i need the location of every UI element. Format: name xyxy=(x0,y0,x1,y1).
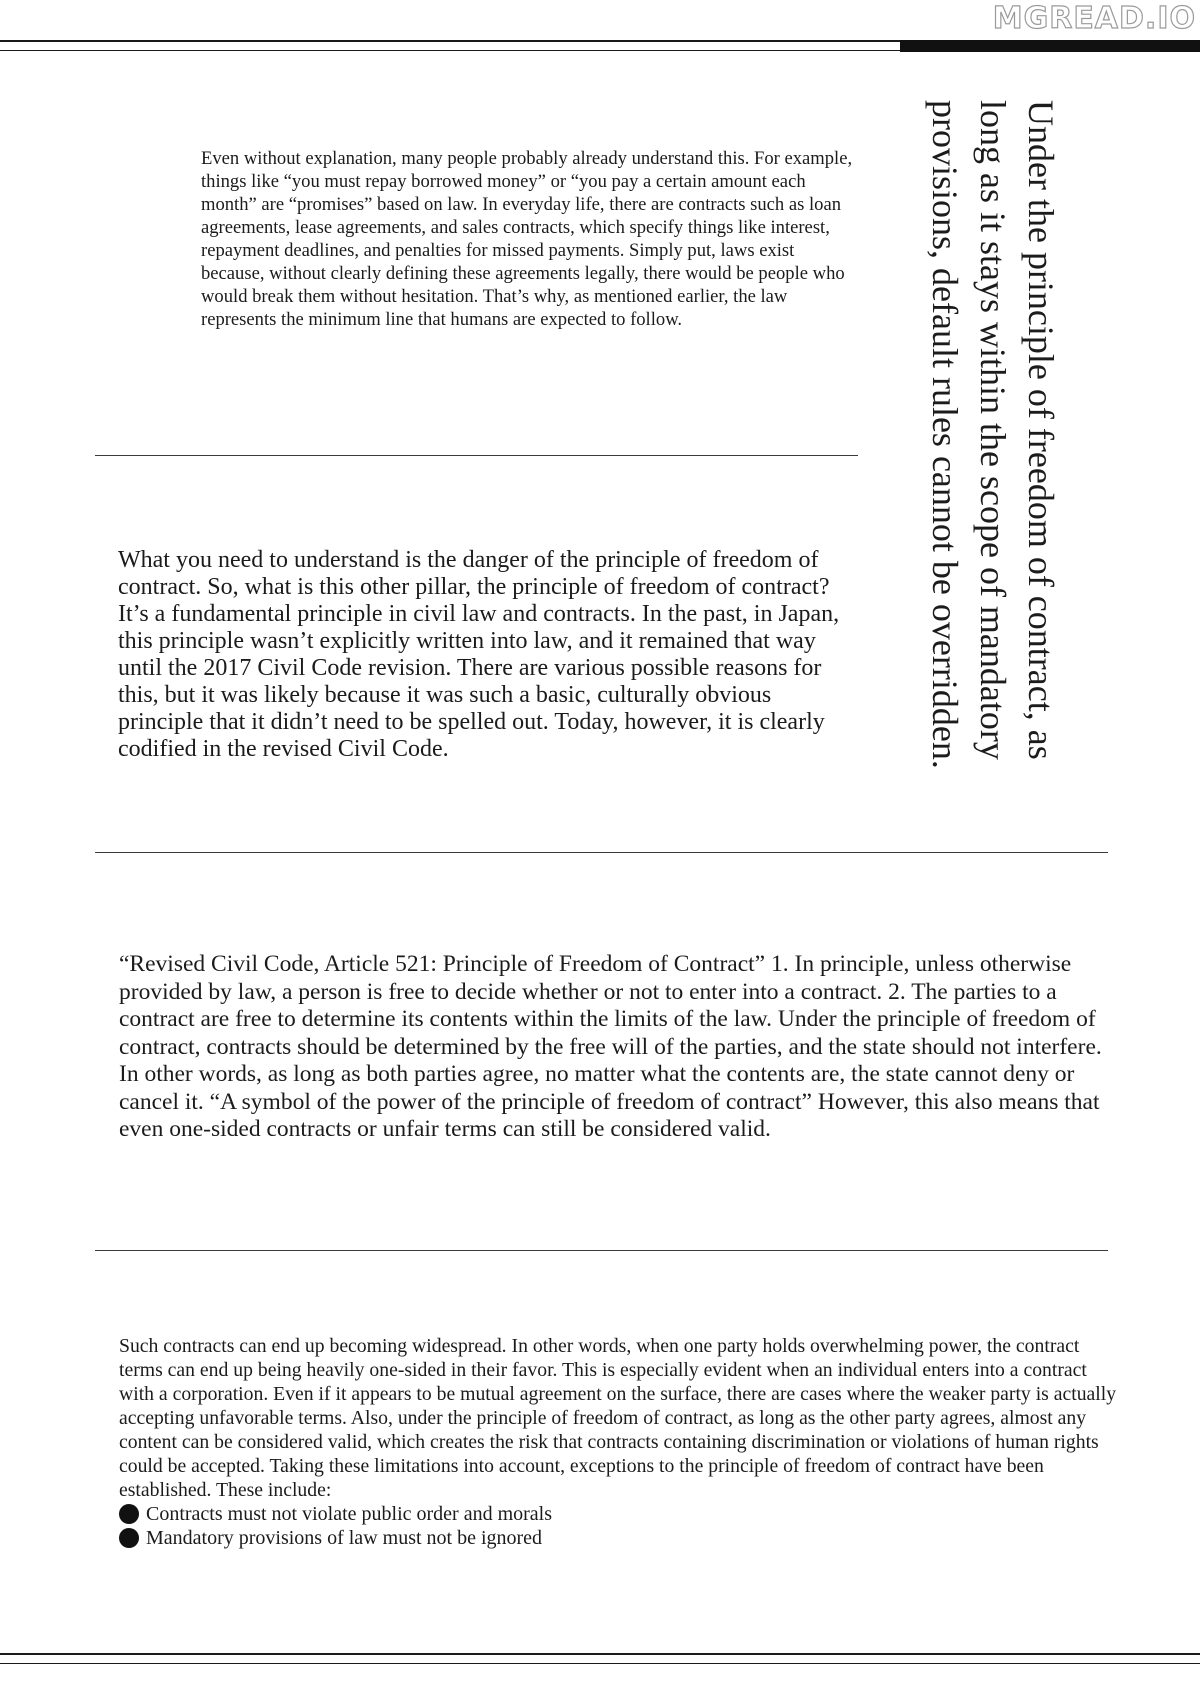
watermark-logo: MGREAD.IO xyxy=(992,1,1196,36)
list-item xyxy=(119,1526,552,1550)
paragraph-intro: Even without explanation, many people probably already understand this. For example, things like “you must repay borrowed money” or “you pay a certain amount each month” are “promises” based on law. In everyday life, there are contracts such as loan agreements, lease agreements, and sales contracts, which specify things like interest, repayment deadlines, and penalties for missed payments. Simply put, laws exist because, without clearly defining these agreements legally, there would be people who would break them without hesitation. That’s why, as mentioned earlier, the law represents the minimum line that humans are expected to follow. xyxy=(201,148,853,330)
paragraph-freedom-of-contract: What you need to understand is the danger of the principle of freedom of contract. So, what is this other pillar, the principle of freedom of contract? It’s a fundamental principle in civil law and contracts. In the past, in Japan, this principle wasn’t explicitly written into law, and it remained that way until the 2017 Civil Code revision. There are various possible reasons for this, but it was likely because it was such a basic, culturally obvious principle that it didn’t need to be spelled out. Today, however, it is clearly codified in the revised Civil Code. xyxy=(118,547,840,762)
top-rule xyxy=(0,40,900,42)
list-item-text: Mandatory provisions of law must not be ignored xyxy=(146,1527,543,1549)
section-divider xyxy=(95,1250,1108,1251)
paragraph-one-sided-contracts: Such contracts can end up becoming widespread. In other words, when one party holds overwhelming power, the contract terms can end up being heavily one-sided in their favor. This is especially evident when an individual enters into a contract with a corporation. Even if it appears to be mutual agreement on the surface, there are cases where the weaker party is actually accepting unfavorable terms. Also, under the principle of freedom of contract, as long as the other party agrees, almost any content can be considered valid, which creates the risk that contracts containing discrimination or violations of human rights could be accepted. Taking these limitations into account, exceptions to the principle of freedom of contract have been established. These include: xyxy=(119,1335,1117,1501)
bottom-rule xyxy=(0,1653,1200,1655)
section-divider xyxy=(95,455,858,456)
section-divider xyxy=(95,852,1108,853)
exceptions-list xyxy=(119,1502,552,1550)
list-item xyxy=(119,1502,552,1526)
list-item-text: Contracts must not violate public order and morals xyxy=(146,1503,553,1525)
top-black-bar xyxy=(900,40,1200,52)
paragraph-article-521: “Revised Civil Code, Article 521: Principle of Freedom of Contract” 1. In principle, unless otherwise provided by law, a person is free to decide whether or not to enter into a contract. 2. The parties to a contract are free to determine its contents within the limits of the law. Under the principle of freedom of contract, contracts should be determined by the free will of the parties, and the state should not interfere. In other words, as long as both parties agree, no matter what the contents are, the state cannot deny or cancel it. “A symbol of the power of the principle of freedom of contract” However, this also means that even one-sided contracts or unfair terms can still be considered valid. xyxy=(119,951,1102,1142)
bottom-rule-thin xyxy=(0,1663,1200,1664)
top-rule-thin xyxy=(0,50,900,51)
bullet-dot-icon xyxy=(119,1504,139,1524)
vertical-heading: Under the principle of freedom of contract, as long as it stays within the scope of mandatory provisions, default rules cannot be overridden. xyxy=(925,100,1061,769)
bullet-dot-icon xyxy=(119,1528,139,1548)
